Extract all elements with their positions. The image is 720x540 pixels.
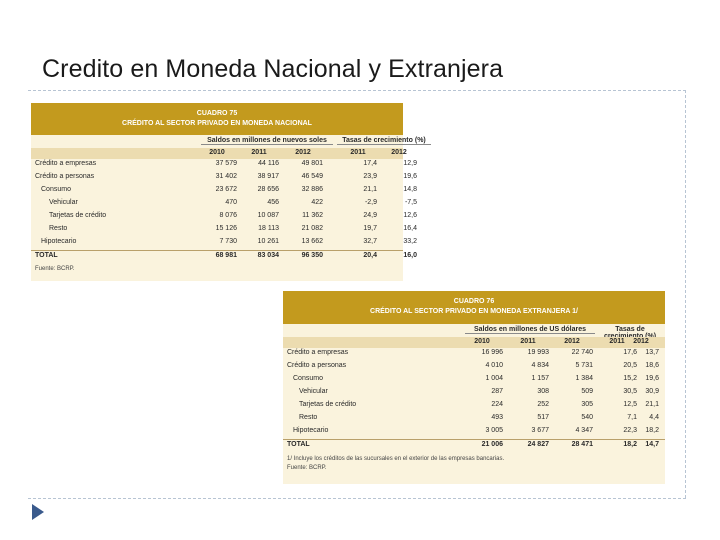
cell: 19,7 (363, 225, 377, 232)
cell: 32 886 (301, 186, 323, 193)
table-row (283, 374, 665, 387)
cell: 28 656 (257, 186, 279, 193)
cell: 14,8 (403, 186, 417, 193)
cell: 493 (491, 414, 503, 421)
cell: 18,2 (623, 441, 637, 448)
cell: 7 730 (219, 238, 237, 245)
cell: 23,9 (363, 173, 377, 180)
table-header (283, 291, 665, 324)
cell: 49 801 (301, 160, 323, 167)
cell: 24,9 (363, 212, 377, 219)
cell: 517 (537, 414, 549, 421)
table-row (283, 348, 665, 361)
cell: 287 (491, 388, 503, 395)
column-groups (31, 135, 426, 148)
row-label: Hipotecario (41, 238, 77, 245)
cell: 17,6 (623, 349, 637, 356)
table-row (283, 426, 665, 439)
group-header-growth: Tasas de crecimiento (%) (337, 137, 431, 145)
cell: 16,4 (403, 225, 417, 232)
year-header-row (283, 337, 665, 348)
row-label: TOTAL (287, 441, 310, 448)
year-header: 2012 (633, 338, 649, 345)
table-cuadro-76 (283, 291, 665, 484)
row-label: Crédito a empresas (287, 349, 349, 356)
cell: 16,0 (403, 252, 417, 259)
cell: 8 076 (219, 212, 237, 219)
cell: 18,2 (645, 427, 659, 434)
cell: -7,5 (404, 199, 417, 206)
cell: 4 010 (485, 362, 503, 369)
table-cuadro-75 (31, 103, 426, 281)
table-row (31, 185, 417, 198)
cell: 252 (537, 401, 549, 408)
year-header: 2012 (564, 338, 580, 345)
table-note-and-source (283, 452, 665, 473)
cell: 96 350 (301, 252, 323, 259)
table-row (31, 237, 417, 250)
row-label: Resto (49, 225, 68, 232)
table-row (283, 387, 665, 400)
cell: 224 (491, 401, 503, 408)
total-row (283, 439, 665, 452)
year-header: 2011 (251, 149, 267, 156)
cell: 32,7 (363, 238, 377, 245)
cell: 30,9 (645, 388, 659, 395)
cell: 13,7 (645, 349, 659, 356)
cell: 305 (581, 401, 593, 408)
group-header-balances: Saldos en millones de nuevos soles (201, 137, 333, 145)
cell: 21,1 (363, 186, 377, 193)
cell: 470 (225, 199, 237, 206)
table-subtitle: CRÉDITO AL SECTOR PRIVADO EN MONEDA EXTRANJERA 1/ (370, 308, 578, 315)
row-label: TOTAL (35, 252, 58, 259)
table-row (31, 172, 417, 185)
table-row (283, 361, 665, 374)
table-subtitle: CRÉDITO AL SECTOR PRIVADO EN MONEDA NACIONAL (122, 120, 312, 127)
cell: 5 731 (575, 362, 593, 369)
cell: 21 006 (481, 441, 503, 448)
cell: 21 082 (301, 225, 323, 232)
cell: 17,4 (363, 160, 377, 167)
row-label: Consumo (41, 186, 71, 193)
cell: 308 (537, 388, 549, 395)
year-header: 2011 (350, 149, 366, 156)
row-label: Vehicular (299, 388, 328, 395)
year-header: 2010 (474, 338, 490, 345)
row-label: Crédito a personas (35, 173, 95, 180)
cell: 22,3 (623, 427, 637, 434)
row-label: Vehicular (49, 199, 78, 206)
cell: 22 740 (571, 349, 593, 356)
cell: 19,6 (645, 375, 659, 382)
cell: 10 087 (257, 212, 279, 219)
table-title: CUADRO 75 (196, 110, 238, 117)
slide-title: Credito en Moneda Nacional y Extranjera (42, 55, 504, 83)
cell: 15 126 (215, 225, 237, 232)
row-label: Tarjetas de crédito (49, 212, 107, 219)
year-header: 2010 (209, 149, 225, 156)
cell: 3 677 (531, 427, 549, 434)
next-slide-arrow-icon[interactable] (32, 504, 44, 520)
row-label: Tarjetas de crédito (299, 401, 357, 408)
cell: 37 579 (215, 160, 237, 167)
group-header-balances: Saldos en millones de US dólares (465, 326, 595, 334)
row-label: Hipotecario (293, 427, 329, 434)
cell: 1 004 (485, 375, 503, 382)
cell: 19 993 (527, 349, 549, 356)
cell: 31 402 (215, 173, 237, 180)
column-groups (283, 324, 665, 337)
cell: 15,2 (623, 375, 637, 382)
table-row (31, 224, 417, 237)
cell: 12,6 (403, 212, 417, 219)
cell: 4,4 (649, 414, 659, 421)
cell: 12,5 (623, 401, 637, 408)
cell: 28 471 (571, 441, 593, 448)
divider-top (28, 90, 686, 91)
table-row (283, 413, 665, 426)
cell: 4 347 (575, 427, 593, 434)
cell: 3 005 (485, 427, 503, 434)
cell: 44 116 (258, 160, 279, 167)
table-source: Fuente: BCRP. (35, 266, 75, 272)
row-label: Crédito a empresas (35, 160, 97, 167)
cell: 1 384 (575, 375, 593, 382)
table-title: CUADRO 76 (453, 298, 495, 305)
table-row (283, 400, 665, 413)
cell: 12,9 (403, 160, 417, 167)
cell: 7,1 (627, 414, 637, 421)
cell: 16 996 (481, 349, 503, 356)
cell: 509 (581, 388, 593, 395)
cell: 422 (311, 199, 323, 206)
year-header: 2011 (520, 338, 536, 345)
table-row (31, 211, 417, 224)
cell: 23 672 (215, 186, 237, 193)
table-row (31, 159, 417, 172)
table-header (31, 103, 403, 135)
cell: 14,7 (645, 441, 659, 448)
row-label: Consumo (293, 375, 323, 382)
cell: 20,4 (363, 252, 377, 259)
cell: 4 834 (531, 362, 549, 369)
cell: 11 362 (302, 212, 323, 219)
cell: 46 549 (301, 173, 323, 180)
cell: 13 662 (301, 238, 323, 245)
cell: 24 827 (527, 441, 549, 448)
cell: 540 (581, 414, 593, 421)
table-source: Fuente: BCRP. (287, 465, 327, 471)
year-header: 2012 (391, 149, 407, 156)
cell: 10 261 (257, 238, 279, 245)
cell: 20,5 (623, 362, 637, 369)
cell: 1 157 (531, 375, 549, 382)
cell: 21,1 (645, 401, 659, 408)
cell: 19,6 (403, 173, 417, 180)
table-note: 1/ Incluye los créditos de las sucursales en el exterior de las empresas bancarias. (287, 456, 505, 462)
total-row (31, 250, 417, 263)
divider-bottom (28, 498, 686, 499)
cell: 18 113 (258, 225, 279, 232)
group-header-growth: Tasas de (599, 326, 661, 341)
row-label: Resto (299, 414, 318, 421)
cell: 18,6 (645, 362, 659, 369)
row-label: Crédito a personas (287, 362, 347, 369)
cell: 456 (267, 199, 279, 206)
cell: 68 981 (215, 252, 237, 259)
cell: -2,9 (364, 199, 377, 206)
cell: 33,2 (403, 238, 417, 245)
divider-right (685, 90, 686, 498)
cell: 38 917 (257, 173, 279, 180)
year-header-row (31, 148, 407, 159)
table-row (31, 198, 417, 211)
year-header: 2012 (295, 149, 311, 156)
cell: 83 034 (257, 252, 279, 259)
cell: 30,5 (623, 388, 637, 395)
year-header: 2011 (609, 338, 625, 345)
